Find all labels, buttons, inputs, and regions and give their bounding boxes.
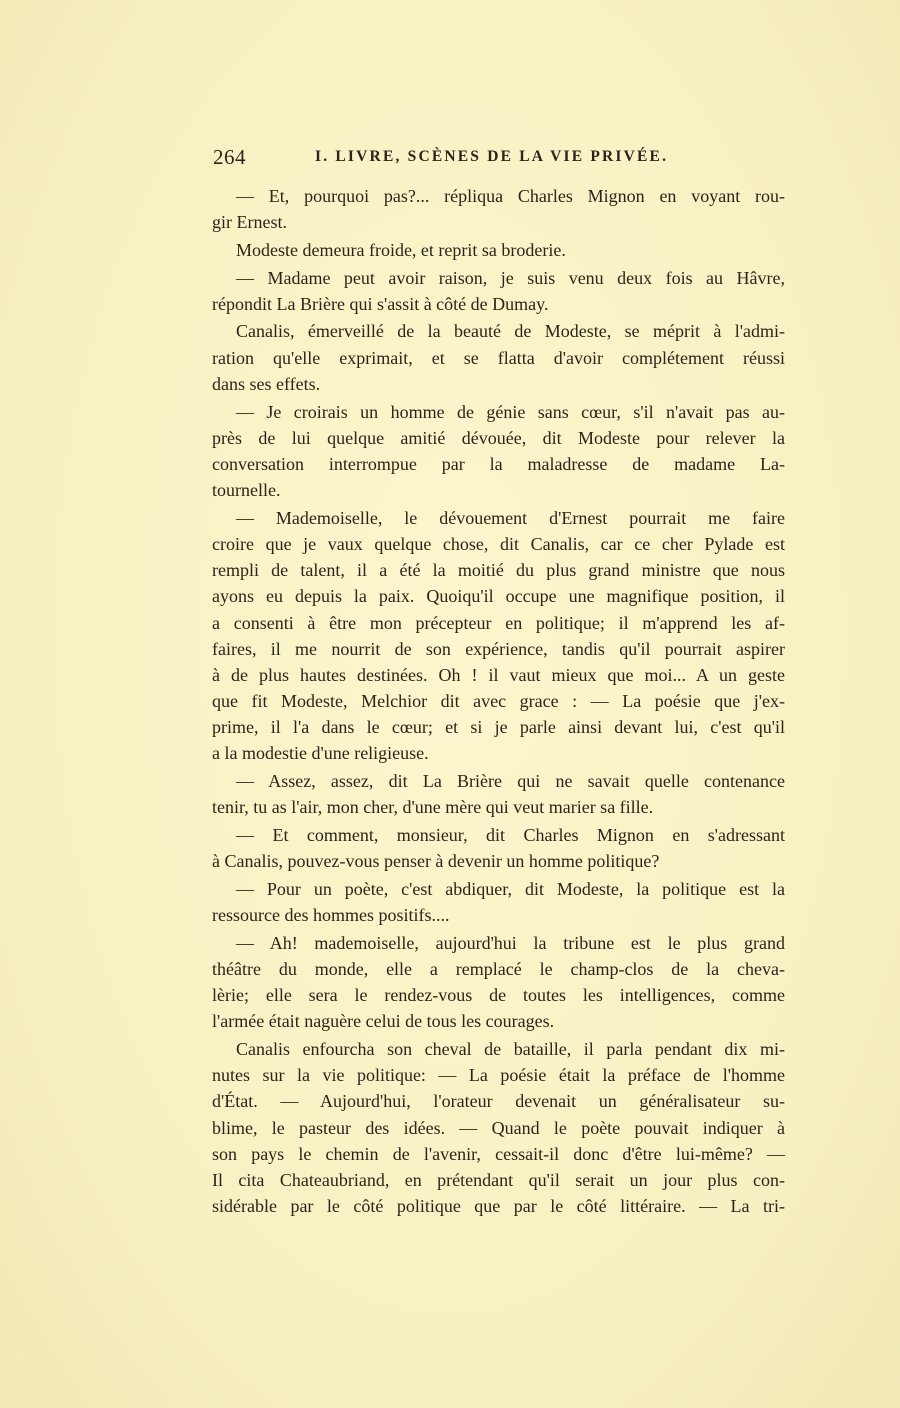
text-line: a la modestie d'une religieuse.	[212, 743, 429, 764]
text-line: que fit Modeste, Melchior dit avec grace : — La poésie que j'ex-	[212, 691, 785, 712]
text-line: ressource des hommes positifs....	[212, 905, 450, 926]
page-header	[213, 145, 783, 171]
text-line: Modeste demeura froide, et reprit sa broderie.	[236, 239, 566, 260]
page-number: 264	[213, 145, 246, 169]
text-line: — Et comment, monsieur, dit Charles Mignon en s'adressant	[236, 825, 785, 845]
text-line: prime, il l'a dans le cœur; et si je parle ainsi devant lui, c'est qu'il	[212, 717, 785, 738]
text-line: sidérable par le côté politique que par le côté littéraire. — La tri-	[212, 1196, 785, 1217]
text-line: — Et, pourquoi pas?... répliqua Charles Mignon en voyant rou-	[236, 186, 785, 206]
text-line: gir Ernest.	[212, 212, 287, 233]
text-line: dans ses effets.	[212, 373, 321, 394]
text-line: d'État. — Aujourd'hui, l'orateur devenait un généralisateur su-	[212, 1091, 785, 1112]
running-title: I. LIVRE, SCÈNES DE LA VIE PRIVÉE.	[315, 148, 669, 165]
text-line: tenir, tu as l'air, mon cher, d'une mère qui veut marier sa fille.	[212, 797, 654, 818]
text-line: l'armée était naguère celui de tous les courages.	[212, 1011, 555, 1032]
text-line: croire que je vaux quelque chose, dit Canalis, car ce cher Pylade est	[212, 533, 785, 554]
text-line: — Ah! mademoiselle, aujourd'hui la tribune est le plus grand	[236, 932, 785, 953]
text-line: répondit La Brière qui s'assit à côté de Dumay.	[212, 293, 549, 314]
text-line: Canalis, émerveillé de la beauté de Modeste, se méprit à l'admi-	[236, 321, 785, 342]
text-line: tournelle.	[212, 480, 281, 501]
text-line: faires, il me nourrit de son expérience, tandis qu'il pourrait aspirer	[212, 638, 785, 659]
text-line: nutes sur la vie politique: — La poésie était la préface de l'homme	[212, 1065, 785, 1086]
text-line: lèrie; elle sera le rendez-vous de toutes les intelligences, comme	[212, 985, 785, 1006]
text-line: théâtre du monde, elle a remplacé le champ-clos de la cheva-	[212, 958, 785, 979]
text-line: — Pour un poète, c'est abdiquer, dit Modeste, la politique est la	[236, 878, 785, 899]
text-line: près de lui quelque amitié dévouée, dit Modeste pour relever la	[212, 427, 785, 448]
text-line: blime, le pasteur des idées. — Quand le poète pouvait indiquer à	[212, 1117, 785, 1138]
text-line: ration qu'elle exprimait, et se flatta d'avoir complétement réussi	[212, 347, 785, 368]
text-line: ayons eu depuis la paix. Quoiqu'il occupe une magnifique position, il	[212, 586, 785, 607]
text-line: Canalis enfourcha son cheval de bataille, il parla pendant dix mi-	[236, 1039, 785, 1059]
text-line: — Mademoiselle, le dévouement d'Ernest pourrait me faire	[236, 507, 785, 528]
text-line: — Madame peut avoir raison, je suis venu deux fois au Hâvre,	[236, 267, 785, 288]
text-line: — Je croirais un homme de génie sans cœur, s'il n'avait pas au-	[236, 401, 785, 422]
text-line: à de plus hautes destinées. Oh ! il vaut mieux que moi... A un geste	[212, 664, 785, 685]
text-line: son pays le chemin de l'avenir, cessait-il donc d'être lui-même? —	[212, 1143, 785, 1164]
text-line: Il cita Chateaubriand, en prétendant qu'il serait un jour plus con-	[212, 1169, 785, 1190]
text-line: — Assez, assez, dit La Brière qui ne savait quelle contenance	[236, 771, 785, 792]
text-line: conversation interrompue par la maladresse de madame La-	[212, 453, 785, 474]
text-line: à Canalis, pouvez-vous penser à devenir un homme politique?	[212, 851, 660, 872]
text-line: rempli de talent, il a été la moitié du plus grand ministre que nous	[212, 560, 785, 581]
text-line: a consenti à être mon précepteur en politique; il m'apprend les af-	[212, 612, 785, 633]
page-body-text	[212, 183, 785, 1219]
